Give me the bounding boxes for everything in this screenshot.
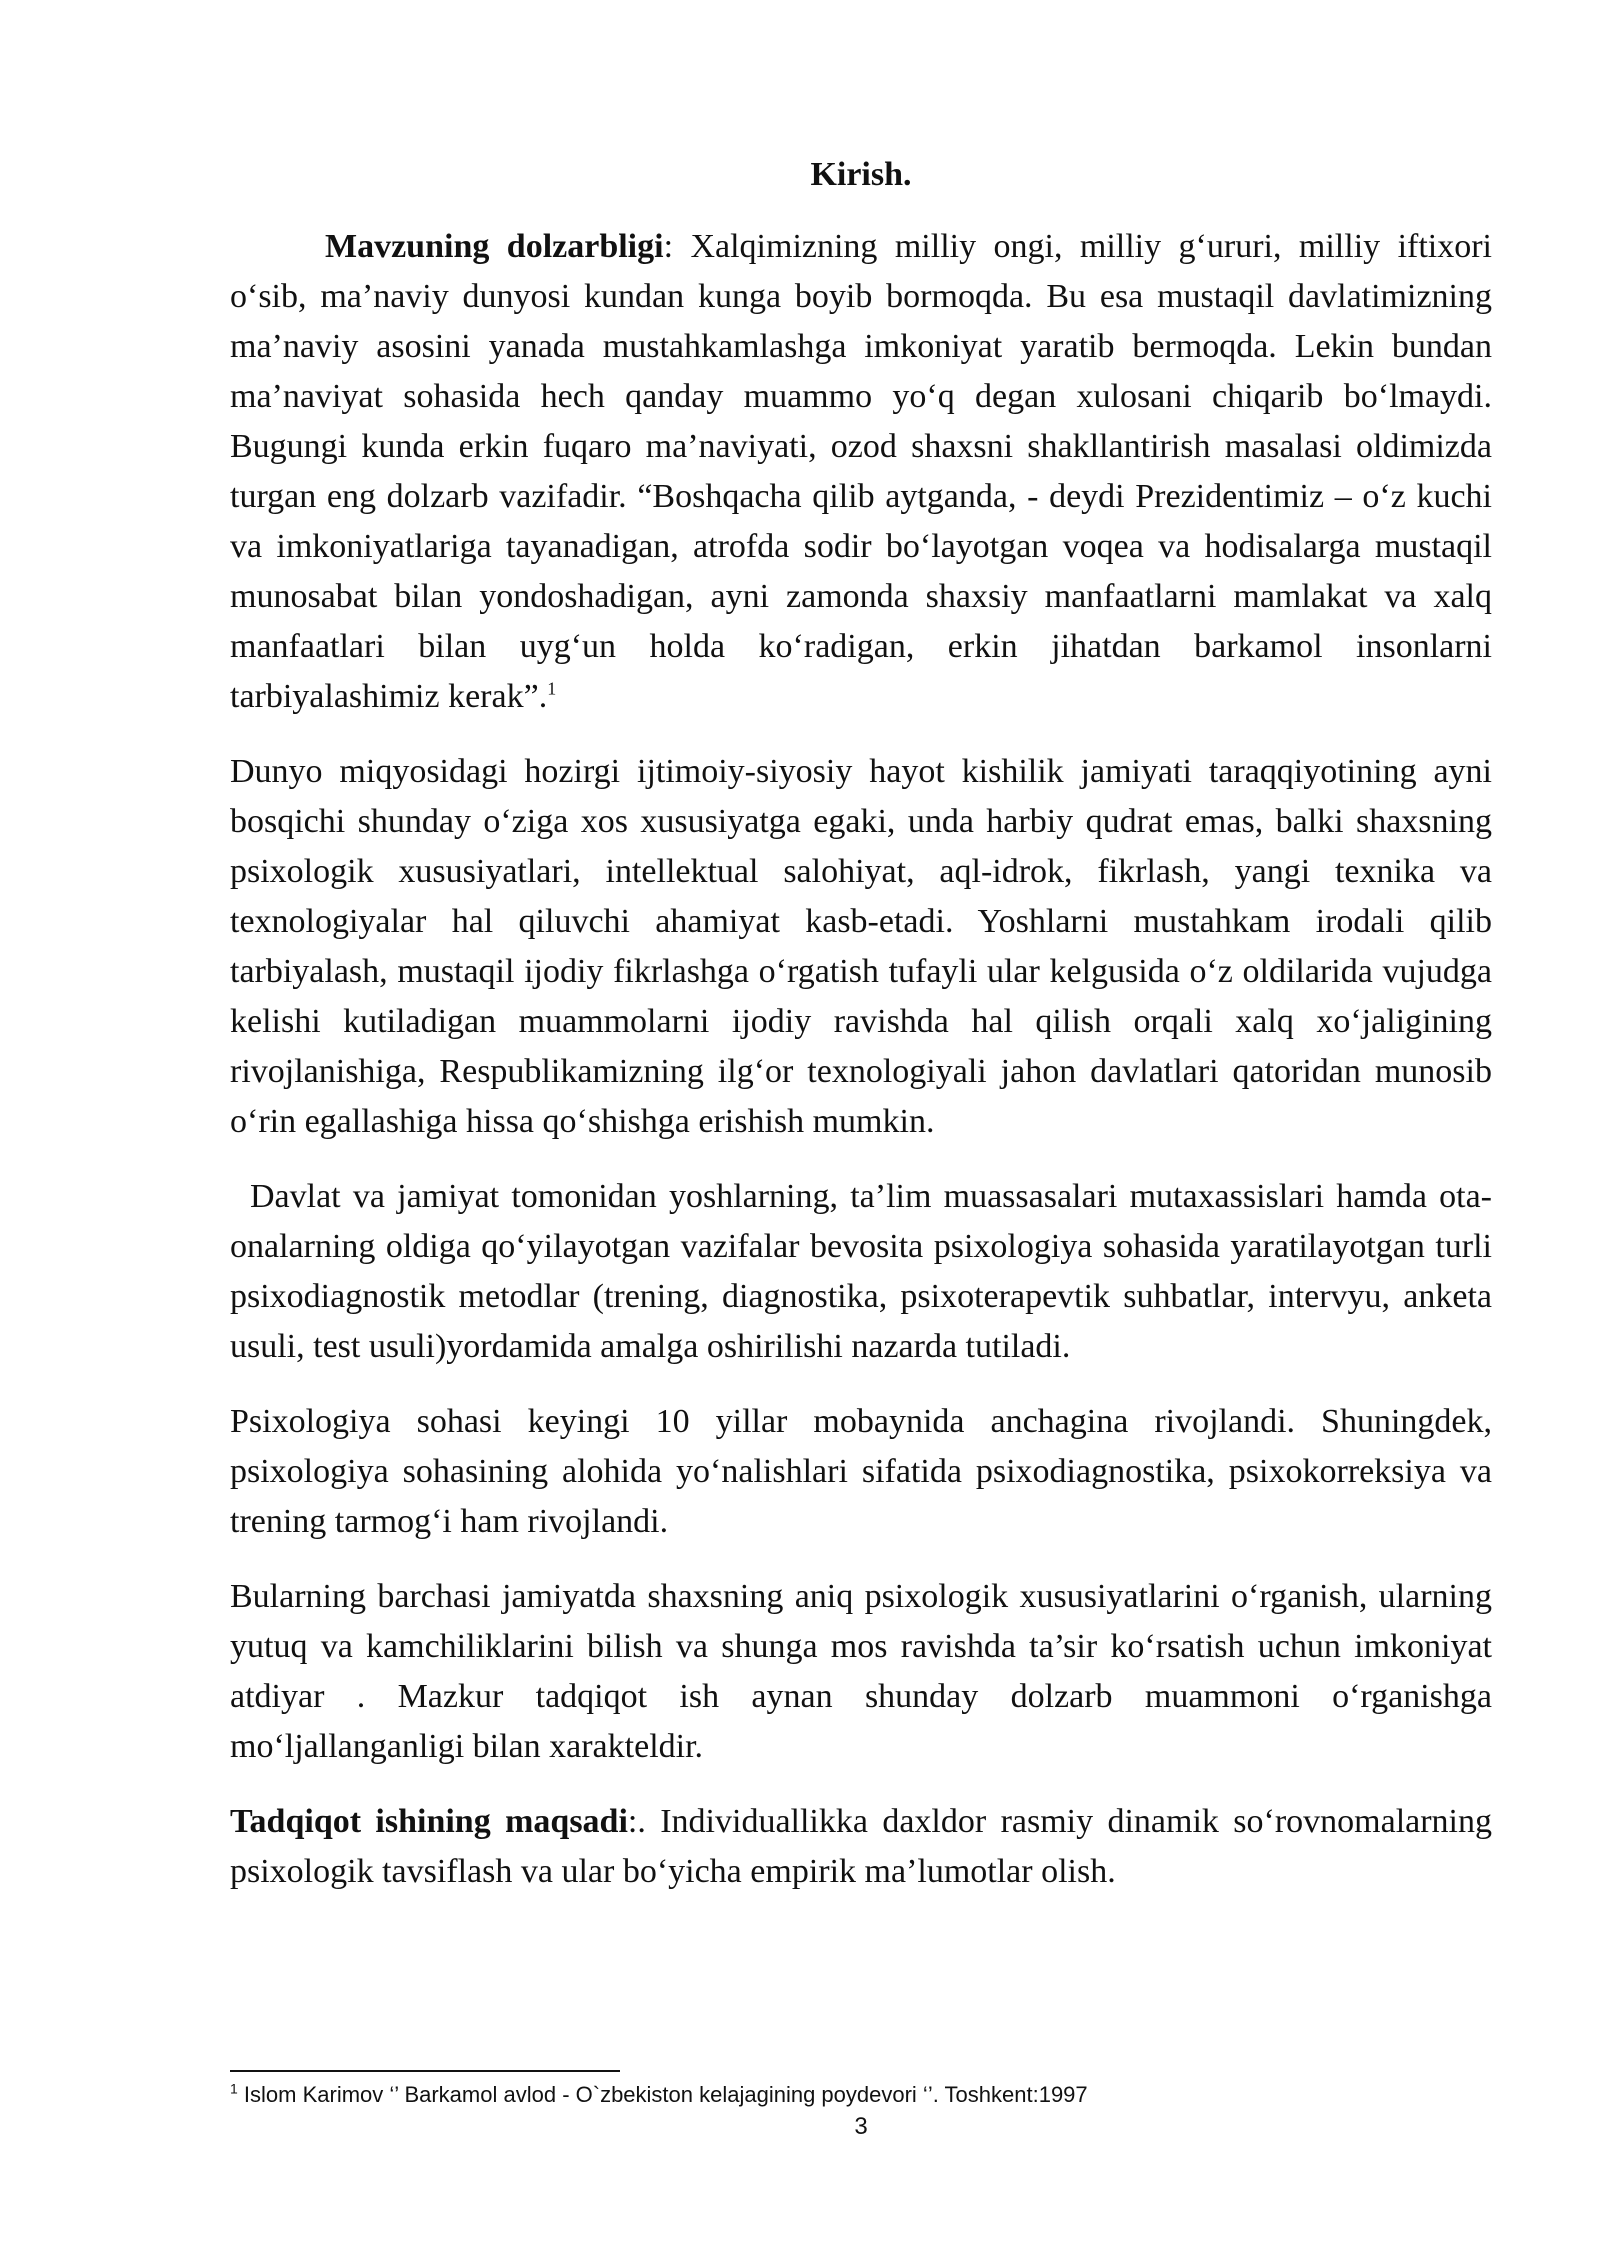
footnote-reference[interactable]: 1 bbox=[547, 678, 557, 699]
footnote bbox=[230, 2080, 1492, 2110]
page-title: Kirish. bbox=[810, 156, 912, 193]
footnote-text: Islom Karimov ‘’ Barkamol avlod - O`zbekiston kelajagining poydevori ‘’. Toshkent:1997 bbox=[237, 2082, 1088, 2107]
paragraph: Davlat va jamiyat tomonidan yoshlarning, ta’lim muassasalari mutaxassislari hamda ota-onalarning oldiga qo‘yilayotgan vazifalar bevosita psixologiya sohasida yaratilayotgan turli psixodiagnostik metodlar (trening, diagnostika, psixoterapevtik suhbatlar, intervyu, anketa usuli, test usuli)yordamida amalga oshirilishi nazarda tutiladi. bbox=[230, 1178, 1492, 1365]
paragraph-lead: Mavzuning dolzarbligi bbox=[325, 228, 664, 265]
footnote-marker: 1 bbox=[230, 2080, 238, 2097]
paragraph: Psixologiya sohasi keyingi 10 yillar mobaynida anchagina rivojlandi. Shuningdek, psixologiya sohasining alohida yo‘nalishlari sifatida psixodiagnostika, psixokorreksiya va trening tarmog‘i ham rivojlandi. bbox=[230, 1403, 1492, 1540]
paragraph-text: : Xalqimizning milliy ongi, milliy g‘ururi, milliy iftixori o‘sib, ma’naviy dunyosi kundan kunga boyib bormoqda. Bu esa mustaqil davlatimizning ma’naviy asosini yanada mustahkamlashga imkoniyat yaratib bermoqda. Lekin bundan ma’naviyat sohasida hech qanday muammo yo‘q degan xulosani chiqarib bo‘lmaydi. Bugungi kunda erkin fuqaro ma’naviyati, ozod shaxsni shakllantirish masalasi oldimizda turgan eng dolzarb vazifadir. “Boshqacha qilib aytganda, - deydi Prezidentimiz – o‘z kuchi va imkoniyatlariga tayanadigan, atrofda sodir bo‘layotgan voqea va hodisalarga mustaqil munosabat bilan yondoshadigan, ayni zamonda shaxsiy manfaatlarni mamlakat va xalq manfaatlari bilan uyg‘un holda ko‘radigan, erkin jihatdan barkamol insonlarni tarbiyalashimiz kerak”. bbox=[230, 228, 1492, 715]
document-body bbox=[230, 150, 1492, 1922]
paragraph-lead: Tadqiqot ishining maqsadi bbox=[230, 1803, 628, 1840]
page-number: 3 bbox=[854, 2113, 868, 2140]
paragraph: Bularning barchasi jamiyatda shaxsning aniq psixologik xususiyatlarini o‘rganish, ularning yutuq va kamchiliklarini bilish va shunga mos ravishda ta’sir ko‘rsatish uchun imkoniyat atdiyar . Mazkur tadqiqot ish aynan shunday dolzarb muammoni o‘rganishga mo‘ljallanganligi bilan xarakteldir. bbox=[230, 1578, 1492, 1765]
paragraph-relevance bbox=[230, 222, 1492, 722]
paragraph-research-goal bbox=[230, 1797, 1492, 1897]
footnote-separator bbox=[230, 2070, 620, 2072]
paragraph-text: :. Individuallikka daxldor rasmiy dinamik so‘rovnomalarning psixologik tavsiflash va ular bo‘yicha empirik ma’lumotlar olish. bbox=[230, 1803, 1493, 1890]
paragraph: Dunyo miqyosidagi hozirgi ijtimoiy-siyosiy hayot kishilik jamiyati taraqqiyotining ayni bosqichi shunday o‘ziga xos xususiyatga egaki, unda harbiy qudrat emas, balki shaxsning psixologik xususiyatlari, intellektual salohiyat, aql-idrok, fikrlash, yangi texnika va texnologiyalar hal qiluvchi ahamiyat kasb-etadi. Yoshlarni mustahkam irodali qilib tarbiyalash, mustaqil ijodiy fikrlashga o‘rgatish tufayli ular kelgusida o‘z oldilarida vujudga kelishi kutiladigan muammolarni ijodiy ravishda hal qilish orqali xalq xo‘jaligining rivojlanishiga, Respublikamizning ilg‘or texnologiyali jahon davlatlari qatoridan munosib o‘rin egallashiga hissa qo‘shishga erishish mumkin. bbox=[230, 753, 1492, 1140]
